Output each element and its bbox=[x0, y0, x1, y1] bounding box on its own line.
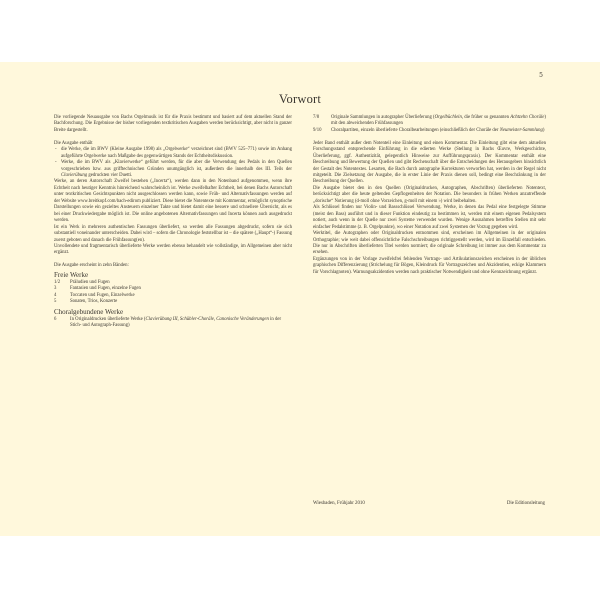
notation-paragraph: Die Ausgabe bietet den in den Quellen (Originaldrucken, Autographen, Abschriften) überlieferten Notentext, berücksichtigt aber die heute geltenden Gepflogenheiten der Notation. Die besonders in frühen Werken anzutreffende „dorische“ Notierung (d-moll ohne Vorzeichen, g-moll mit einem ♭) wird beibehalten. bbox=[313, 185, 546, 204]
contents-list bbox=[54, 147, 292, 179]
volume-structure-paragraph: Jeder Band enthält außer dem Notenteil eine Einleitung und einen Kommentar. Die Einleitung gibt eine dem aktuellen Forschungsstand entsprechende Einführung in die edierten Werke (Stellung in Bachs Œuvre, Werkgeschichte, Überlieferung, ggf. Authentizität, gelegentlich Hinweise zur Aufführungspraxis). Der Kommentar enthält eine Beschreibung und Bewertung der Quellen und gibt Rechenschaft über die Entscheidungen des Herausgebers hinsichtlich der Gestalt des Notentextes. Lesarten, die Bach durch autographe Korrekturen verworfen hat, werden in der Regel nicht mitgeteilt. Die Zielsetzung der Ausgabe, die in erster Linie der Praxis dienen soll, bedingt eine Beschränkung in der Beschreibung der Quellen. bbox=[313, 140, 546, 185]
additions-paragraph: Ergänzungen von in der Vorlage zweifelsfrei fehlenden Vortrags- und Artikulationszeichen erscheinen in der üblichen graphischen Differenzierung (Strichelung für Bögen, Kleindruck für Vortragszeichen und Akzidentien, eckige Klammern für Vorschlagnoten). Warnungsakzidentien werden nach praktischer Notwendigkeit und ohne Kennzeichnung ergänzt. bbox=[313, 256, 546, 275]
clefs-paragraph: Als Schlüssel finden nur Violin- und Bassschlüssel Verwendung. Werke, in denen das Pedal eine festgelegte Stimme (meist den Bass) ausführt und in dieser Funktion eindeutig zu bestimmen ist, werden mit einem eigenen Pedalsystem notiert, auch wenn in der Quelle nur zwei Systeme verwendet wurden. Wenige Ausnahmen betreffen Stellen mit sehr einfacher Pedalstimme (z. B. Orgelpunkte), wo einer Notation auf zwei Systemen der Vorzug gegeben wird. bbox=[313, 205, 546, 230]
intro-paragraph: Die vorliegende Neuausgabe von Bachs Orgelmusik ist für die Praxis bestimmt und basiert auf dem aktuellen Stand der Bachforschung. Die Ergebnisse der bisher vorliegenden textkritischen Ausgaben werden berücksichtigt, aber nicht in ganzer Breite dargestellt. bbox=[54, 115, 292, 133]
contains-label: Die Ausgabe enthält bbox=[54, 140, 93, 146]
group-heading-free-works: Freie Werke bbox=[54, 270, 89, 279]
volume-item: 4 Toccaten und Fugen, Einzelwerke bbox=[54, 292, 135, 298]
incerta-paragraph: Werke, an deren Autorschaft Zweifel bestehen („Incerta“), werden dann in den Notenband aufgenommen, wenn ihre Echtheit nach heutiger Kenntnis hinreichend wahrscheinlich ist. Werke zweifelhafter Echtheit, bei denen Bachs Autorschaft unter textkritischen Gesichtspunkten nicht ausgeschlossen werden kann, sowie Früh- und Alternativfassungen werden auf der Website www.breitkopf.com/bach-edirom publiziert. Diese bietet die Notentexte mit Kommentar, ermöglicht synoptische Darstellungen sowie ein gezieltes Ansteuern einzelner Takte und bietet damit eine bessere und schnellere Übersicht, als es bei einer Druckwiedergabe möglich ist. Die online angebotenen Alternativfassungen und Incerta können auch ausgedruckt werden. bbox=[54, 179, 292, 224]
volume-item: 5 Sonaten, Trios, Konzerte bbox=[54, 299, 118, 305]
volume-item: 7/8 Originale Sammlungen in autographer Überlieferung (Orgelbüchlein, die früher so genannten Achtzehn Choräle) mit den abweichenden Frühfassungen bbox=[313, 115, 546, 127]
signature-place-date: Wiesbaden, Frühjahr 2010 bbox=[313, 501, 365, 506]
volume-item: 6 In Originaldrucken überlieferte Werke (Clavierübung III, Schübler-Choräle, Canonische Veränderungen in der Stich- und Autograph-Fassung) bbox=[54, 316, 282, 329]
left-column bbox=[54, 115, 292, 329]
unfinished-paragraph: Unvollendete und fragmentarisch überlieferte Werke werden ebenso behandelt wie vollständige, im Allgemeinen aber nicht ergänzt. bbox=[54, 244, 292, 256]
titles-paragraph: Werktitel, die Autographen oder Originaldrucken entnommen sind, erscheinen im Allgemeinen in der originalen Orthographie; wie weit dabei offensichtliche Falschschreibungen richtiggestellt werden, wird im Einzelfall entschieden. Die nur in Abschriften überlieferten Titel werden normiert; die originale Schreibung ist immer aus dem Kommentar zu ersehen. bbox=[313, 231, 546, 256]
bullet-text: Werke, die im BWV als „Klavierwerke“ geführt werden, für die aber die Verwendung des Pedals in den Quellen vorgeschrieben bzw. aus grifftechnischen Gründen unumgänglich ist, außerdem die innerhalb des III. Teils der Clavierübung gedruckten vier Duetti. bbox=[61, 160, 292, 179]
right-column bbox=[313, 115, 546, 276]
document-page bbox=[0, 62, 600, 536]
page-title: Vorwort bbox=[278, 92, 322, 106]
page-number: 5 bbox=[539, 72, 543, 79]
signature-author: Die Editionsleitung bbox=[506, 501, 545, 506]
volume-item: 3 Fantasien und Fugen, einzelne Fugen bbox=[54, 286, 141, 292]
versions-paragraph: Ist ein Werk in mehreren authentischen Fassungen überliefert, so werden alle Fassungen abgedruckt, sofern sie sich substantiell voneinander unterscheiden. Dabei wird – sofern die Chronologie feststellbar ist – die spätere („Haupt“-) Fassung zuerst geboten und danach die Frühfassung(en). bbox=[54, 224, 292, 243]
contents-item bbox=[54, 160, 292, 179]
contents-item: - die Werke, die im BWV (Kleine Ausgabe 1998) als „Orgelwerke“ verzeichnet sind (BWV 525–771) sowie im Anhang aufgeführte Orgelwerke nach Maßgabe des gegenwärtigen Stands der Echtheitsdiskussion. bbox=[54, 147, 292, 160]
volume-item: 9/10 Choralpartiten, einzeln überlieferte Choralbearbeitungen (einschließlich der Choräle der Neumeister-Sammlung) bbox=[313, 127, 545, 133]
volume-item: 1/2 Präludien und Fugen bbox=[54, 279, 110, 285]
volumes-label: Die Ausgabe erscheint in zehn Bänden: bbox=[54, 263, 129, 269]
group-heading-chorale-works: Choralgebundene Werke bbox=[54, 307, 124, 316]
